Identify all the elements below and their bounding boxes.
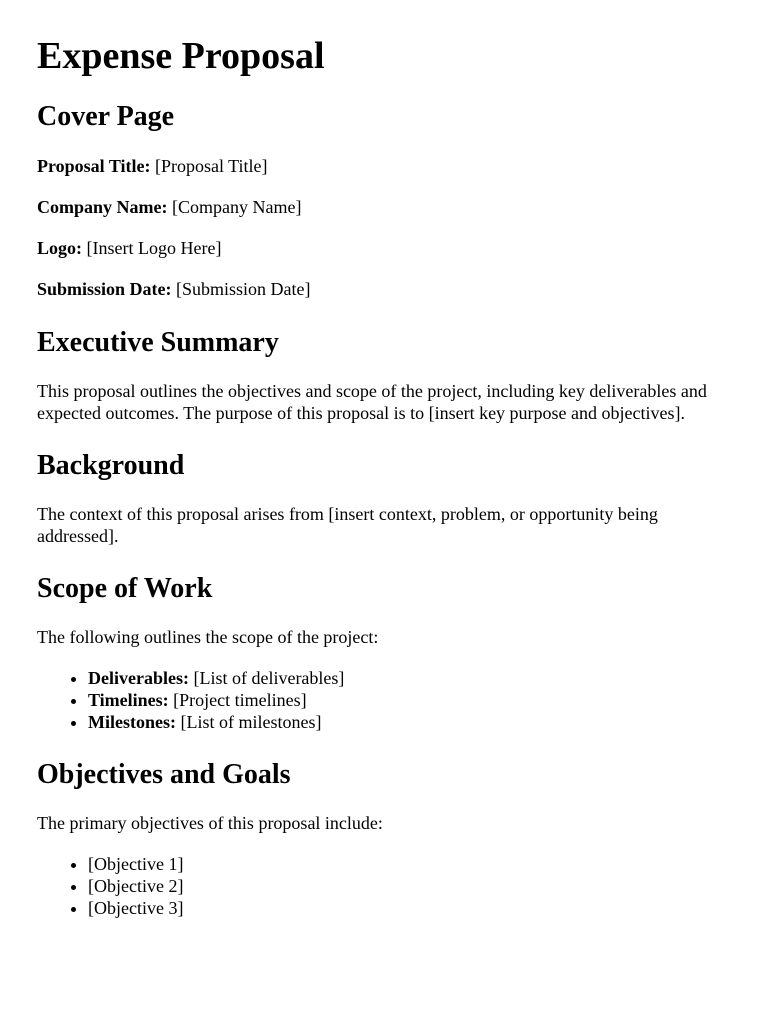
proposal-title-label: Proposal Title: — [37, 156, 151, 176]
background-text: The context of this proposal arises from [insert context, problem, or opportunity being addressed]. — [37, 504, 658, 546]
objectives-list — [37, 853, 730, 919]
list-item — [88, 667, 730, 689]
objectives-heading: Objectives and Goals — [37, 759, 291, 790]
list-item: • [Objective 2] — [88, 875, 730, 897]
logo-value: [Insert Logo Here] — [86, 238, 222, 258]
submission-date-line — [37, 278, 730, 300]
background-section — [37, 449, 730, 547]
deliverables-label: Deliverables: — [88, 668, 189, 688]
timelines-label: Timelines: — [88, 690, 169, 710]
proposal-title-line — [37, 155, 730, 177]
background-heading: Background — [37, 450, 185, 481]
deliverables-value: [List of deliverables] — [193, 668, 345, 688]
cover-page-heading: Cover Page — [37, 101, 175, 132]
logo-line — [37, 237, 730, 259]
submission-date-label: Submission Date: — [37, 279, 172, 299]
company-name-value: [Company Name] — [172, 197, 302, 217]
milestones-label: Milestones: — [88, 712, 176, 732]
executive-summary-heading: Executive Summary — [37, 327, 279, 358]
cover-page-section — [37, 100, 730, 300]
company-name-line — [37, 196, 730, 218]
company-name-label: Company Name: — [37, 197, 168, 217]
objectives-section — [37, 758, 730, 919]
scope-of-work-intro: The following outlines the scope of the project: — [37, 627, 379, 647]
logo-label: Logo: — [37, 238, 82, 258]
document-title: Expense Proposal — [37, 35, 325, 77]
timelines-value: [Project timelines] — [173, 690, 307, 710]
objectives-intro: The primary objectives of this proposal include: — [37, 813, 383, 833]
list-item: • [Objective 1] — [88, 853, 730, 875]
submission-date-value: [Submission Date] — [176, 279, 311, 299]
executive-summary-text: This proposal outlines the objectives and scope of the project, including key deliverables and expected outcomes. The purpose of this proposal is to [insert key purpose and objectives]. — [37, 381, 707, 423]
list-item — [88, 689, 730, 711]
scope-of-work-heading: Scope of Work — [37, 573, 213, 604]
list-item — [88, 711, 730, 733]
scope-of-work-section — [37, 572, 730, 733]
milestones-value: [List of milestones] — [180, 712, 322, 732]
proposal-title-value: [Proposal Title] — [155, 156, 268, 176]
list-item: • [Objective 3] — [88, 897, 730, 919]
scope-list — [37, 667, 730, 733]
executive-summary-section — [37, 326, 730, 424]
